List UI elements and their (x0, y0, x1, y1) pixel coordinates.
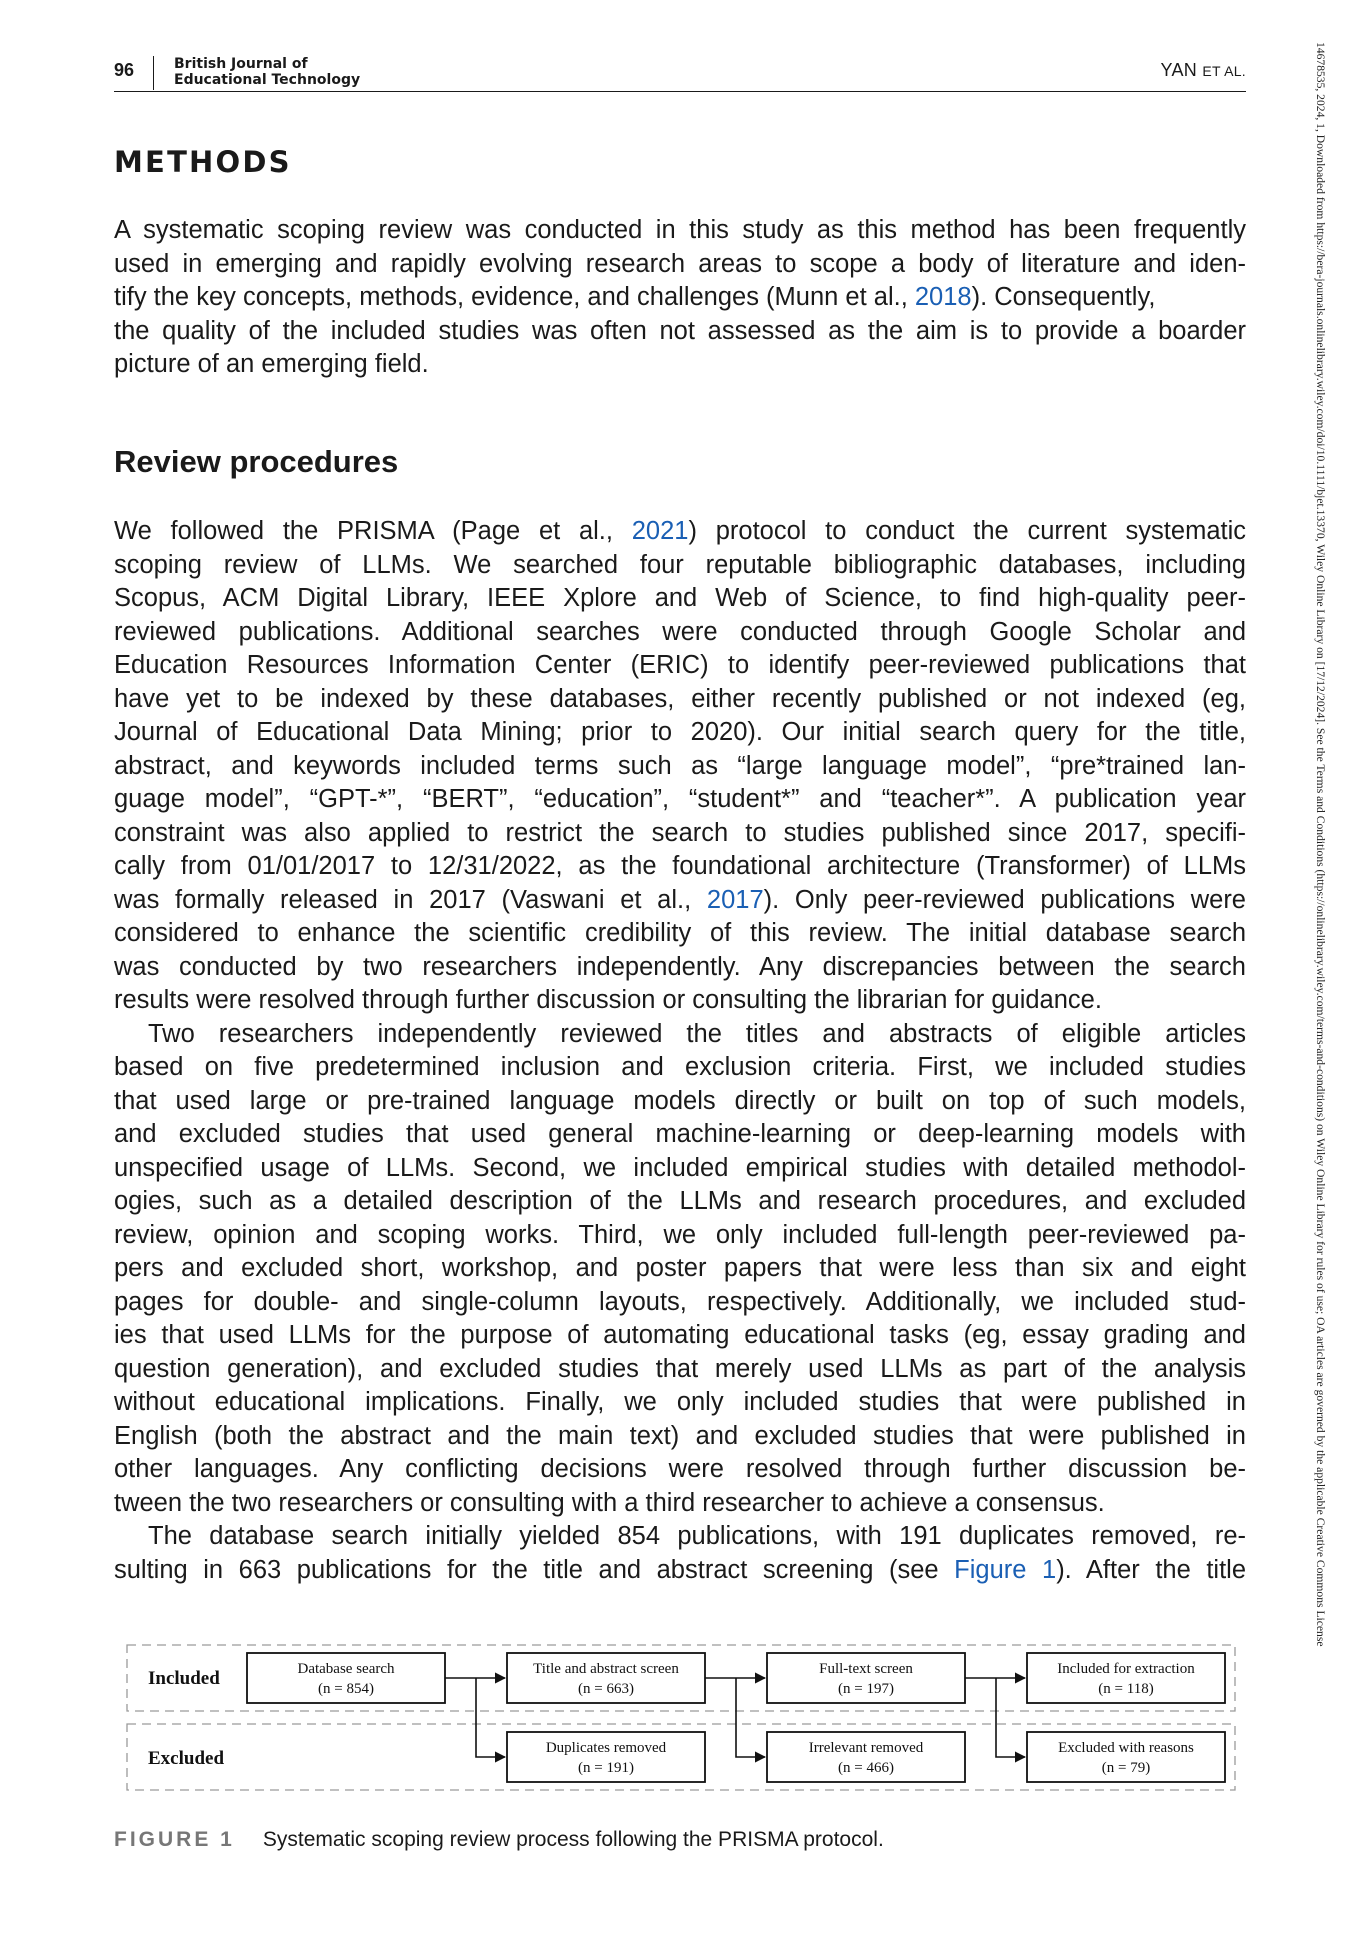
section-heading: METHODS (114, 145, 292, 179)
figure-caption-text: Systematic scoping review process following the PRISMA protocol. (262, 1828, 884, 1851)
review-procedures-text (114, 515, 1246, 1587)
text-line: abstract, and keywords included terms such as “large language model”, “pre*trained lan- (114, 751, 1246, 780)
text-line (114, 884, 1246, 918)
text-line: that used large or pre-trained language models directly or built on top of such models, (114, 1086, 1246, 1115)
text-span: ). Consequently, (971, 283, 1156, 311)
methods-paragraph (114, 214, 1246, 382)
box-count: (n = 663) (578, 1681, 634, 1697)
box-count: (n = 466) (838, 1760, 894, 1776)
exclusion-arrow (996, 1678, 1025, 1757)
figure-caption (114, 1828, 884, 1852)
text-line: other languages. Any conflicting decisions were resolved through further discussion be- (114, 1455, 1246, 1483)
text-line: Education Resources Information Center (ERIC) to identify peer-reviewed publications that (114, 651, 1246, 679)
header-divider (153, 56, 154, 90)
download-side-note-text: 14678535, 2024, 1, Downloaded from https://bera-journals.onlinelibrary.wiley.com/doi/10.1111/bjet.13370, Wiley Online Library on [17/12/2024]. See the Terms and Conditions (https://onlinelibrary.wiley.com/terms-and-conditions) on Wiley Online Library for rules of use; OA articles are governed by the applicable Creative Commons License (1314, 42, 1327, 1647)
box-title: Excluded with reasons (1058, 1740, 1194, 1756)
running-authors (1161, 60, 1246, 81)
text-line: The database search initially yielded 854 publications, with 191 duplicates removed, re- (148, 1522, 1246, 1550)
text-line: considered to enhance the scientific credibility of this review. The initial database search (114, 919, 1246, 947)
text-line (114, 281, 1246, 315)
journal-name-line-1: British Journal of (174, 56, 308, 72)
text-span: ) protocol to conduct the current systematic (688, 517, 1246, 545)
text-span: We followed the PRISMA (Page et al., (114, 517, 632, 545)
box-count: (n = 197) (838, 1681, 894, 1697)
box-title: Irrelevant removed (808, 1740, 924, 1756)
text-line: question generation), and excluded studies that merely used LLMs as part of the analysis (114, 1354, 1246, 1383)
box-title: Included for extraction (1057, 1661, 1195, 1677)
box-title: Full-text screen (819, 1661, 913, 1677)
text-line: without educational implications. Finally, we only included studies that were published in (114, 1388, 1246, 1416)
text-line: and excluded studies that used general machine-learning or deep-learning models with (114, 1120, 1246, 1148)
box-title: Database search (297, 1661, 395, 1677)
text-line: tween the two researchers or consulting with a third researcher to achieve a consensus. (114, 1488, 1105, 1517)
header-rule (114, 91, 1246, 92)
box-count: (n = 118) (1098, 1681, 1154, 1697)
text-line: reviewed publications. Additional searches were conducted through Google Scholar and (114, 617, 1246, 646)
text-span: tify the key concepts, methods, evidence, and challenges (Munn et al., (114, 283, 915, 311)
text-line: unspecified usage of LLMs. Second, we included empirical studies with detailed methodol- (114, 1153, 1246, 1182)
text-line: picture of an emerging field. (114, 350, 429, 378)
text-line: Two researchers independently reviewed the titles and abstracts of eligible articles (148, 1019, 1246, 1048)
text-line: Journal of Educational Data Mining; prior to 2020). Our initial search query for the title, (114, 718, 1246, 746)
figure-label: FIGURE 1 (114, 1828, 235, 1851)
box-count: (n = 191) (578, 1760, 634, 1776)
box-title: Title and abstract screen (533, 1661, 679, 1677)
text-line: cally from 01/01/2017 to 12/31/2022, as the foundational architecture (Transformer) of LLMs (114, 852, 1246, 880)
box-title: Duplicates removed (545, 1740, 667, 1756)
text-line: ies that used LLMs for the purpose of automating educational tasks (eg, essay grading and (114, 1321, 1246, 1349)
text-line: was conducted by two researchers independently. Any discrepancies between the search (114, 952, 1246, 981)
journal-name-line-2: Educational Technology (174, 72, 361, 88)
citation-link[interactable]: 2018 (914, 283, 972, 311)
box-count: (n = 79) (1101, 1760, 1151, 1776)
page-number: 96 (114, 60, 135, 80)
exclusion-arrow (476, 1678, 505, 1757)
text-line: the quality of the included studies was often not assessed as the aim is to provide a boarder (114, 316, 1246, 345)
row-label-excluded: Excluded (148, 1748, 225, 1769)
text-span: ). After the title (1056, 1555, 1246, 1584)
citation-link[interactable]: 2017 (706, 885, 764, 914)
text-line: results were resolved through further discussion or consulting the librarian for guidance. (114, 986, 1102, 1014)
text-line: Scopus, ACM Digital Library, IEEE Xplore and Web of Science, to find high-quality peer- (114, 584, 1246, 612)
text-line: used in emerging and rapidly evolving research areas to scope a body of literature and iden- (114, 249, 1246, 278)
text-span: sulting in 663 publications for the title and abstract screening (see (114, 1555, 955, 1584)
text-line: pers and excluded short, workshop, and poster papers that were less than six and eight (114, 1254, 1246, 1282)
exclusion-arrow (736, 1678, 765, 1757)
prisma-flow-diagram (126, 1644, 1236, 1798)
text-line: guage model”, “GPT-*”, “BERT”, “education”, “student*” and “teacher*”. A publication year (114, 785, 1246, 813)
text-line: A systematic scoping review was conducted in this study as this method has been frequently (114, 216, 1246, 244)
text-line: English (both the abstract and the main text) and excluded studies that were published in (114, 1421, 1246, 1450)
text-span: was formally released in 2017 (Vaswani et al., (114, 885, 707, 914)
text-line: constraint was also applied to restrict the search to studies published since 2017, specifi- (114, 818, 1246, 847)
text-line: based on five predetermined inclusion and exclusion criteria. First, we included studies (114, 1053, 1246, 1081)
box-count: (n = 854) (318, 1681, 374, 1697)
author-surname: YAN (1160, 60, 1198, 80)
text-line (114, 1554, 1246, 1588)
text-line (114, 515, 1246, 549)
row-label-included: Included (148, 1668, 220, 1689)
text-span: ). Only peer-reviewed publications were (763, 885, 1246, 914)
subsection-heading: Review procedures (114, 444, 399, 479)
text-line: pages for double- and single-column layouts, respectively. Additionally, we included stud- (114, 1287, 1246, 1316)
text-line: scoping review of LLMs. We searched four reputable bibliographic databases, including (114, 550, 1246, 579)
journal-name (174, 56, 360, 88)
text-line: ogies, such as a detailed description of the LLMs and research procedures, and excluded (114, 1187, 1246, 1215)
prisma-diagram-svg (126, 1644, 1236, 1798)
download-side-note (1313, 42, 1333, 1904)
figure-link[interactable]: Figure 1 (954, 1555, 1057, 1584)
author-suffix: ET AL. (1202, 63, 1246, 79)
text-line: have yet to be indexed by these databases, either recently published or not indexed (eg, (114, 684, 1246, 713)
citation-link[interactable]: 2021 (631, 517, 689, 545)
text-line: review, opinion and scoping works. Third, we only included full-length peer-reviewed pa- (114, 1220, 1246, 1249)
